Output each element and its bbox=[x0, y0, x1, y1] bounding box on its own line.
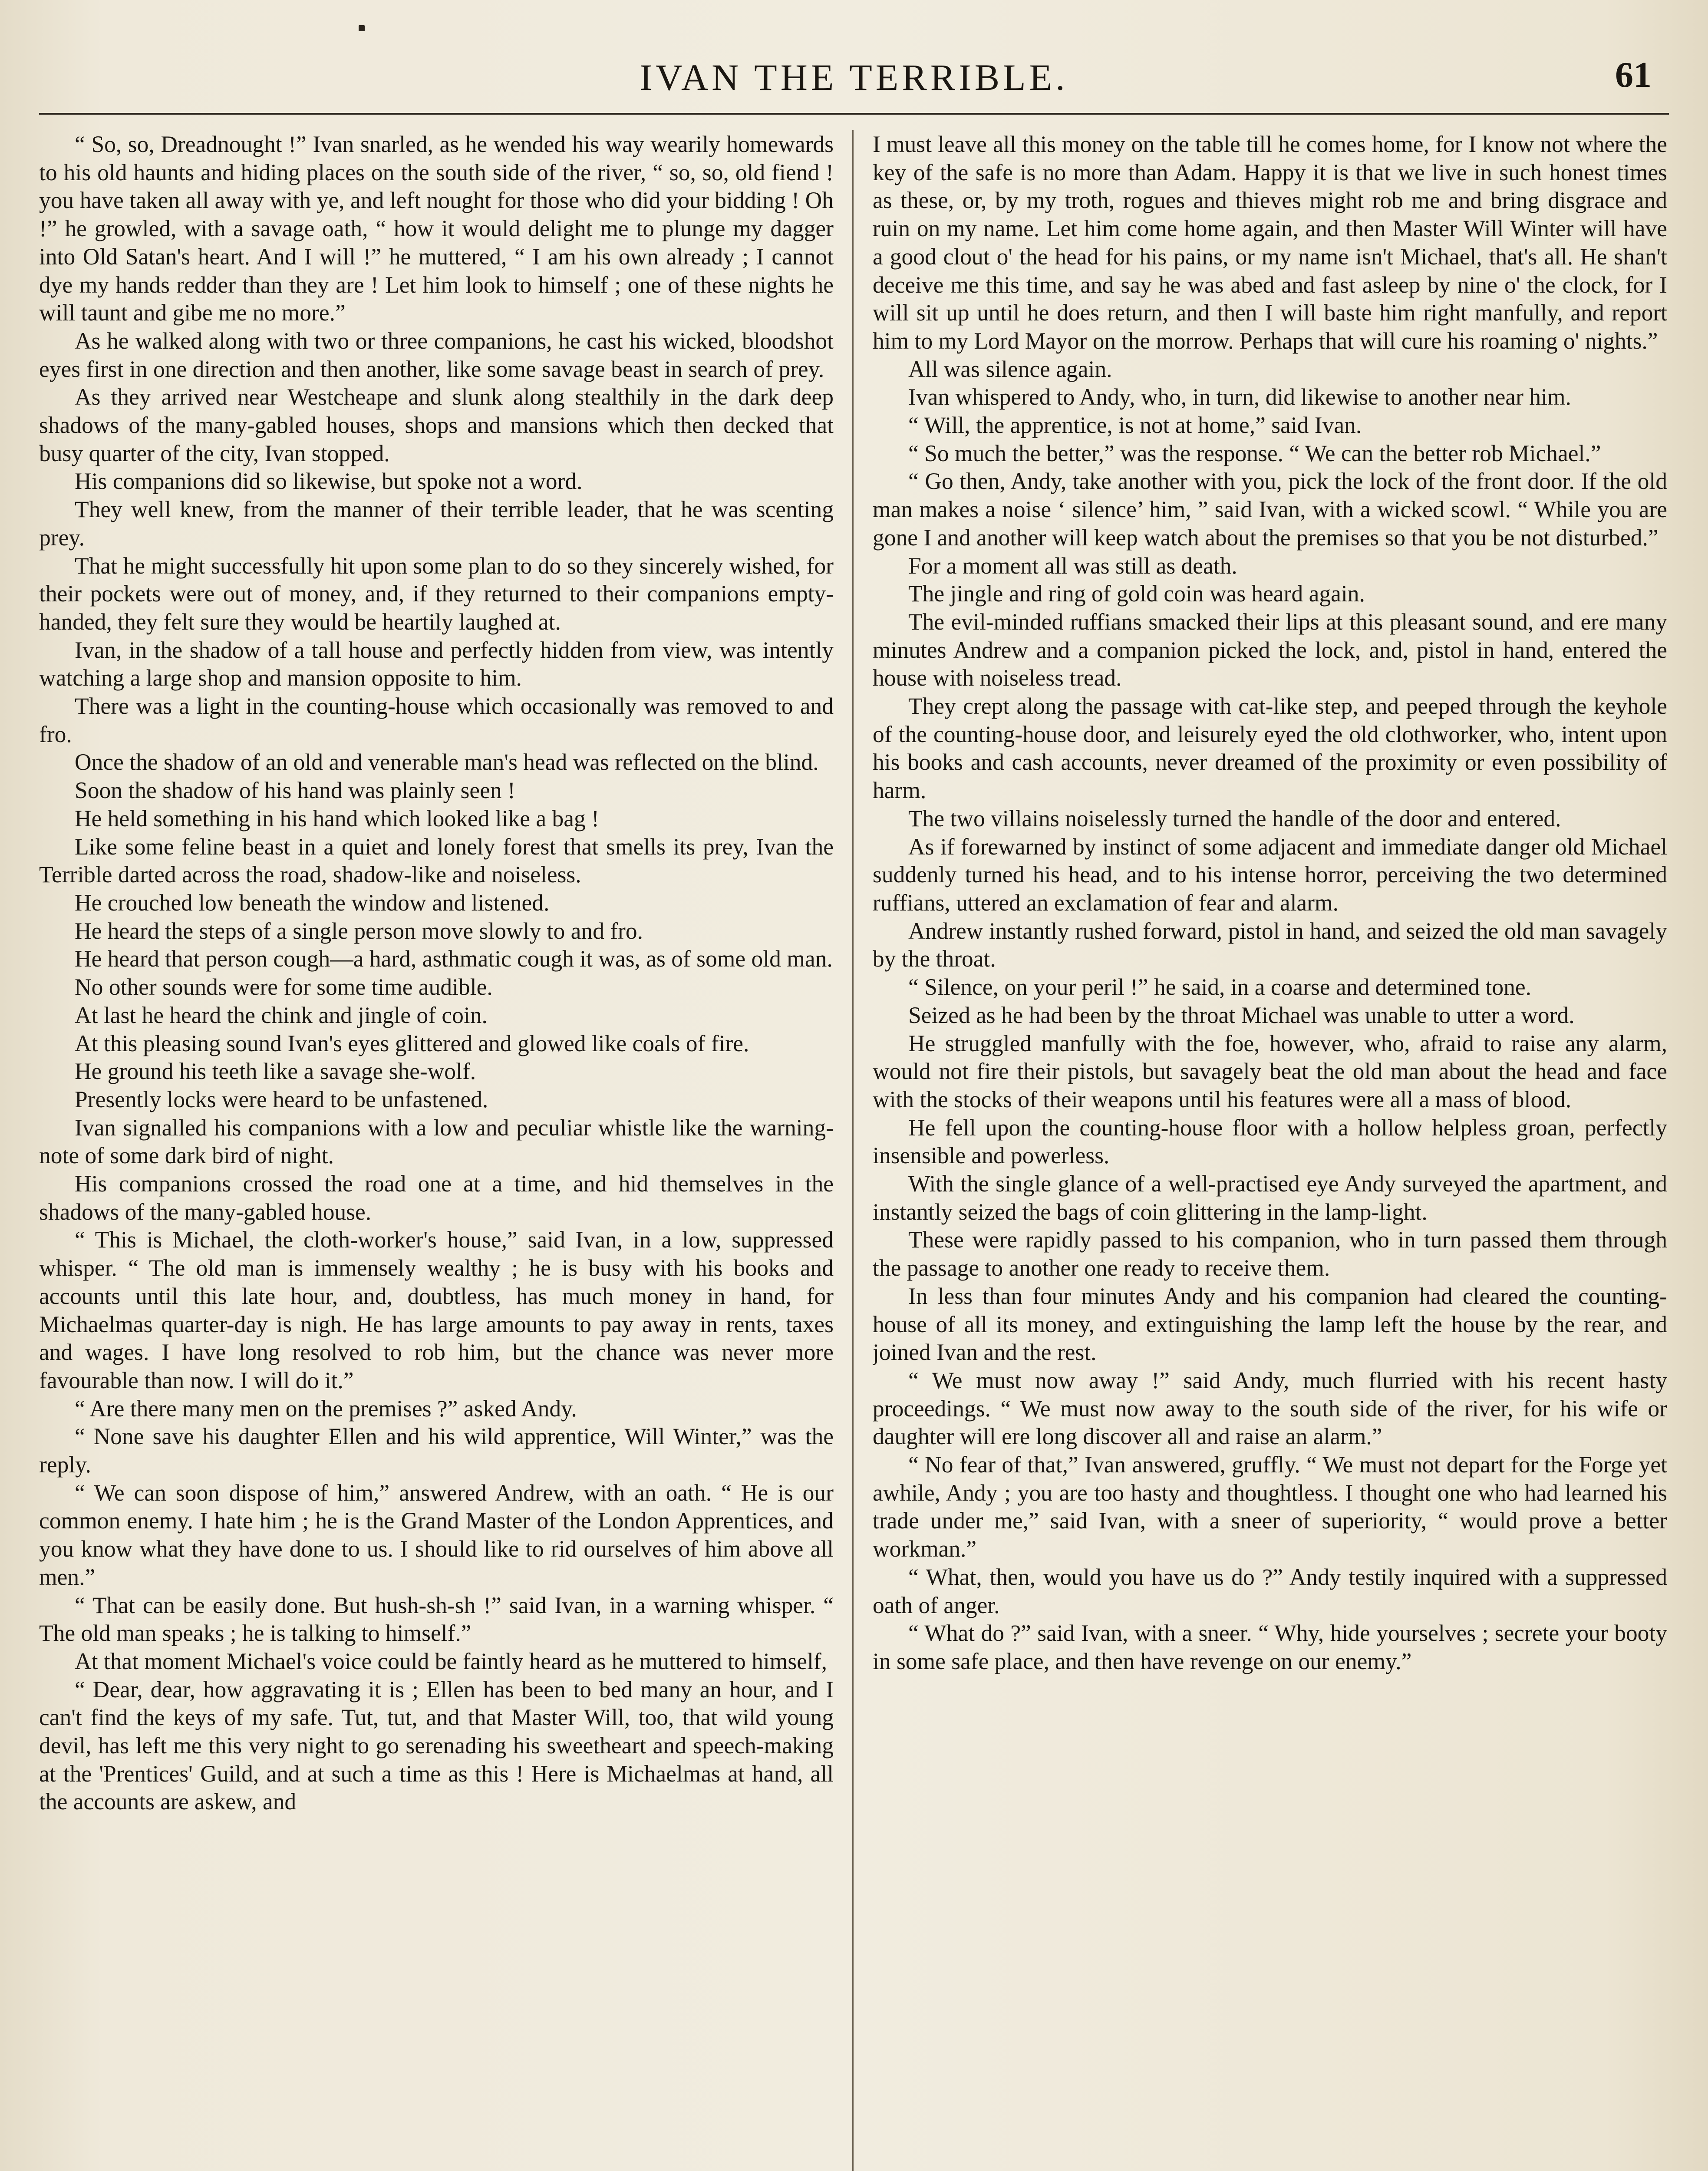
paragraph: Like some feline beast in a quiet and lonely forest that smells its prey, Ivan the Terrible darted across the road, shadow-like and noiseless. bbox=[39, 833, 834, 888]
paragraph: “ What do ?” said Ivan, with a sneer. “ Why, hide yourselves ; secrete your booty in some safe place, and then have revenge on our enemy.” bbox=[873, 1620, 1667, 1674]
paragraph: All was silence again. bbox=[908, 356, 1112, 382]
paragraph: “ So much the better,” was the response. “ We can the better rob Michael.” bbox=[908, 440, 1601, 466]
paragraph: His companions crossed the road one at a time, and hid themselves in the shadows of the many-gabled house. bbox=[39, 1171, 834, 1225]
paragraph: For a moment all was still as death. bbox=[908, 552, 1237, 579]
paragraph: They crept along the passage with cat-like step, and peeped through the keyhole of the counting-house door, and leisurely eyed the old clothworker, who, intent upon his books and cash accounts, never dreamed of the proximity or even possibility of harm. bbox=[873, 693, 1667, 804]
paragraph: He struggled manfully with the foe, however, who, afraid to raise any alarm, would not fire their pistols, but savagely beat the old man about the head and face with the stocks of their weapons until his features were all a mass of blood. bbox=[873, 1030, 1667, 1112]
paragraph: He ground his teeth like a savage she-wolf. bbox=[75, 1058, 476, 1085]
paragraph: At last he heard the chink and jingle of coin. bbox=[75, 1002, 488, 1028]
paragraph: They well knew, from the manner of their terrible leader, that he was scenting prey. bbox=[39, 496, 834, 551]
paragraph: Once the shadow of an old and venerable man's head was reflected on the blind. bbox=[75, 749, 819, 775]
ink-mark bbox=[359, 25, 365, 31]
paragraph: He crouched low beneath the window and listened. bbox=[75, 889, 550, 916]
paragraph: As if forewarned by instinct of some adjacent and immediate danger old Michael suddenly turned his head, and to his intense horror, perceiving the two determined ruffians, uttered an exclamation of fear and alarm. bbox=[873, 833, 1667, 916]
right-text-column bbox=[873, 130, 1667, 2171]
paragraph: “ This is Michael, the cloth-worker's house,” said Ivan, in a low, suppressed whisper. “ The old man is immensely wealthy ; he is busy with his books and accounts until this late hour, and, doubtless, has much money in hand, for Michaelmas quarter-day is nigh. He has large amounts to pay away in rents, taxes and wages. I have long resolved to rob him, but the chance was never more favourable than now. I will do it.” bbox=[39, 1227, 834, 1393]
paragraph: “ No fear of that,” Ivan answered, gruffly. “ We must not depart for the Forge yet awhile, Andy ; you are too hasty and thoughtless. I thought one who had learned his trade under me,” said Ivan, with a sneer of superiority, “ would prove a better workman.” bbox=[873, 1452, 1667, 1562]
paragraph: “ None save his daughter Ellen and his wild apprentice, Will Winter,” was the reply. bbox=[39, 1423, 834, 1478]
paragraph: That he might successfully hit upon some plan to do so they sincerely wished, for their pockets were out of money, and, if they returned to their companions empty-handed, they felt sure they would be heartily laughed at. bbox=[39, 552, 834, 635]
paragraph: “ We can soon dispose of him,” answered Andrew, with an oath. “ He is our common enemy. I hate him ; he is the Grand Master of the London Apprentices, and you know what they have done to us. I should like to rid ourselves of him above all men.” bbox=[39, 1479, 834, 1590]
page-header bbox=[39, 48, 1669, 115]
paragraph: The jingle and ring of gold coin was heard again. bbox=[908, 581, 1365, 607]
paragraph: “ What, then, would you have us do ?” Andy testily inquired with a suppressed oath of anger. bbox=[873, 1564, 1667, 1618]
running-head: IVAN THE TERRIBLE. bbox=[640, 56, 1068, 98]
column-divider bbox=[852, 130, 854, 2171]
page-number: 61 bbox=[1615, 55, 1652, 95]
paragraph: “ Dear, dear, how aggravating it is ; Ellen has been to bed many an hour, and I can't find the keys of my safe. Tut, tut, and that Master Will, too, that wild young devil, has left me this very night to go serenading his sweetheart and speech-making at the 'Prentices' Guild, and at such a time as this ! Here is Michaelmas at hand, all the accounts are askew, and bbox=[39, 1676, 834, 1815]
paragraph: The evil-minded ruffians smacked their lips at this pleasant sound, and ere many minutes Andrew and a companion picked the lock, and, pistol in hand, entered the house with noiseless tread. bbox=[873, 608, 1667, 691]
paragraph: The two villains noiselessly turned the handle of the door and entered. bbox=[908, 805, 1561, 831]
paragraph: Ivan signalled his companions with a low and peculiar whistle like the warning-note of some dark bird of night. bbox=[39, 1114, 834, 1169]
paragraph: Seized as he had been by the throat Michael was unable to utter a word. bbox=[908, 1002, 1575, 1028]
paragraph: He heard the steps of a single person move slowly to and fro. bbox=[75, 917, 643, 944]
paragraph: “ Are there many men on the premises ?” asked Andy. bbox=[75, 1395, 577, 1422]
paragraph: “ So, so, Dreadnought !” Ivan snarled, as he wended his way wearily homewards to his old haunts and hiding places on the south side of the river, “ so, so, old fiend ! you have taken all away with ye, and left nought for those who did your bidding ! Oh !” he growled, with a savage oath, “ how it would delight me to plunge my dagger into Old Satan's heart. And I will !” he muttered, “ I am his own already ; I cannot dye my hands redder than they are ! Let him look to himself ; one of these nights he will taunt and gibe me no more.” bbox=[39, 131, 834, 326]
paragraph: “ That can be easily done. But hush-sh-sh !” said Ivan, in a warning whisper. “ The old man speaks ; he is talking to himself.” bbox=[39, 1592, 834, 1646]
paragraph: He heard that person cough—a hard, asthmatic cough it was, as of some old man. bbox=[75, 946, 833, 972]
paragraph: As they arrived near Westcheape and slunk along stealthily in the dark deep shadows of the many-gabled houses, shops and mansions which then decked that busy quarter of the city, Ivan stopped. bbox=[39, 384, 834, 466]
paragraph: As he walked along with two or three companions, he cast his wicked, bloodshot eyes first in one direction and then another, like some savage beast in search of prey. bbox=[39, 327, 834, 382]
paragraph: Ivan, in the shadow of a tall house and perfectly hidden from view, was intently watching a large shop and mansion opposite to him. bbox=[39, 637, 834, 691]
paragraph: I must leave all this money on the table till he comes home, for I know not where the key of the safe is no more than Adam. Happy it is that we live in such honest times as these, or, by my troth, rogues and thieves might rob me and bring disgrace and ruin on my name. Let him come home again, and then Master Will Winter will have a good clout o' the head for his pains, or my name isn't Michael, that's all. He shan't deceive me this time, and say he was abed and fast asleep by nine o' the clock, for I will sit up until he does return, and then I will baste him right manfully, and report him to my Lord Mayor on the morrow. Perhaps that will cure his roaming o' nights.” bbox=[873, 131, 1667, 354]
paragraph: No other sounds were for some time audible. bbox=[75, 974, 493, 1000]
paragraph: He held something in his hand which looked like a bag ! bbox=[75, 805, 599, 831]
paragraph: In less than four minutes Andy and his companion had cleared the counting-house of all its money, and extinguishing the lamp left the house by the rear, and joined Ivan and the rest. bbox=[873, 1283, 1667, 1366]
paragraph: “ We must now away !” said Andy, much flurried with his recent hasty proceedings. “ We must now away to the south side of the river, for his wife or daughter will ere long discover all and raise an alarm.” bbox=[873, 1367, 1667, 1450]
paragraph: There was a light in the counting-house which occasionally was removed to and fro. bbox=[39, 693, 834, 747]
paragraph: Presently locks were heard to be unfastened. bbox=[75, 1086, 488, 1112]
paragraph: “ Silence, on your peril !” he said, in a coarse and determined tone. bbox=[908, 974, 1532, 1000]
paragraph: These were rapidly passed to his companion, who in turn passed them through the passage to another one ready to receive them. bbox=[873, 1227, 1667, 1281]
paragraph: “ Go then, Andy, take another with you, pick the lock of the front door. If the old man makes a noise ‘ silence’ him, ” said Ivan, with a wicked scowl. “ While you are gone I and another will keep watch about the premises so that you be not disturbed.” bbox=[873, 468, 1667, 551]
paragraph: Andrew instantly rushed forward, pistol in hand, and seized the old man savagely by the throat. bbox=[873, 917, 1667, 972]
paragraph: At that moment Michael's voice could be faintly heard as he muttered to himself, bbox=[75, 1648, 828, 1674]
paragraph: He fell upon the counting-house floor with a hollow helpless groan, perfectly insensible and powerless. bbox=[873, 1114, 1667, 1169]
paragraph: “ Will, the apprentice, is not at home,” said Ivan. bbox=[908, 412, 1362, 439]
paragraph: Soon the shadow of his hand was plainly seen ! bbox=[75, 777, 515, 804]
paragraph: His companions did so likewise, but spoke not a word. bbox=[75, 468, 583, 495]
paragraph: Ivan whispered to Andy, who, in turn, did likewise to another near him. bbox=[908, 384, 1571, 410]
paragraph: At this pleasing sound Ivan's eyes glittered and glowed like coals of fire. bbox=[75, 1030, 749, 1056]
left-text-column bbox=[39, 130, 834, 2171]
paragraph: With the single glance of a well-practised eye Andy surveyed the apartment, and instantly seized the bags of coin glittering in the lamp-light. bbox=[873, 1171, 1667, 1225]
